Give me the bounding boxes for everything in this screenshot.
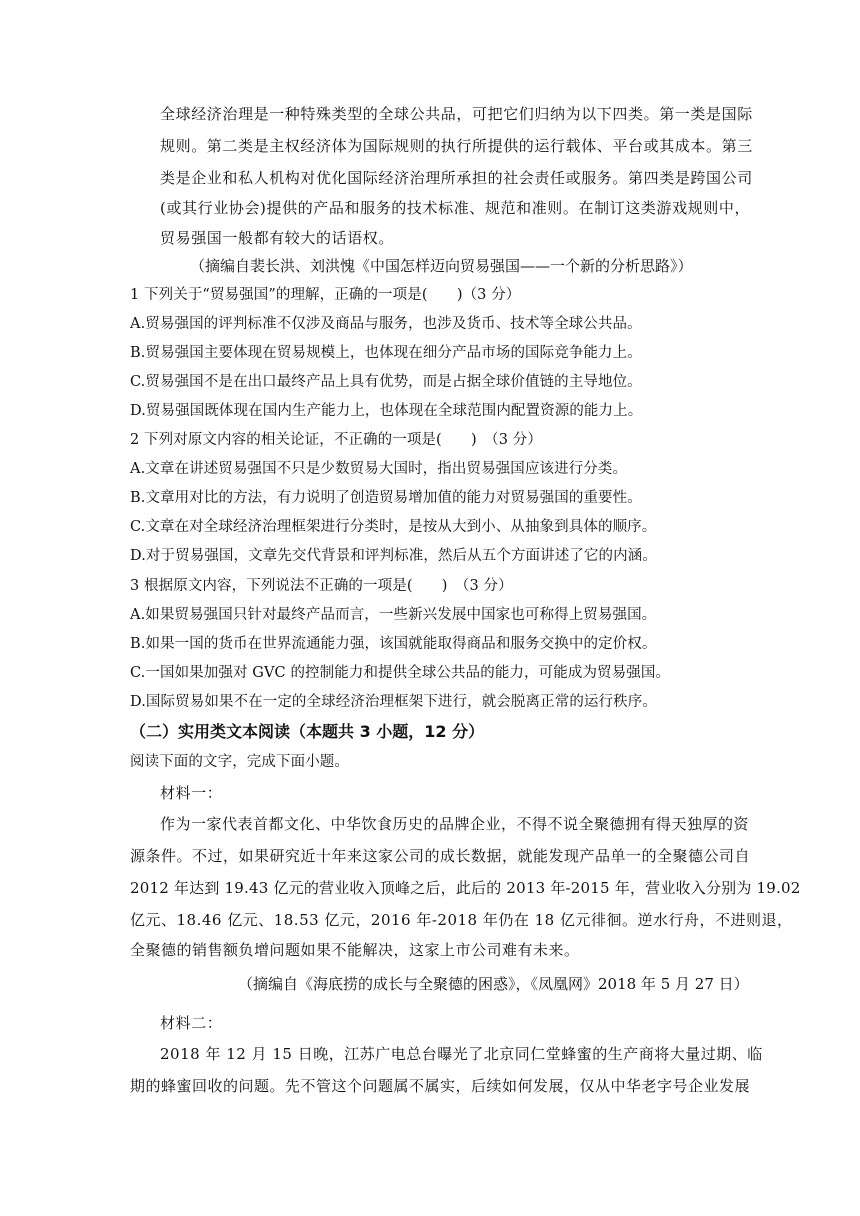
question-stem: 1 下列关于“贸易强国”的理解，正确的一项是( )（3 分） <box>130 287 521 303</box>
section-instruction: 阅读下面的文字，完成下面小题。 <box>130 754 349 770</box>
material-line: 源条件。不过，如果研究近十年来这家公司的成长数据，就能发现产品单一的全聚德公司自 <box>130 847 751 865</box>
material-label: 材料二： <box>160 1014 223 1032</box>
material-line: 作为一家代表首都文化、中华饮食历史的品牌企业，不得不说全聚德拥有得天独厚的资 <box>160 815 750 833</box>
question-option: A.如果贸易强国只针对最终产品而言，一些新兴发展中国家也可称得上贸易强国。 <box>130 607 657 623</box>
material-line: 2012 年达到 19.43 亿元的营业收入顶峰之后，此后的 2013 年-2015 年，营业收入分别为 19.02 <box>130 879 801 897</box>
passage-source: （摘编自裴长洪、刘洪愧《中国怎样迈向贸易强国——一个新的分析思路》） <box>190 257 693 275</box>
material-line: 亿元、18.46 亿元、18.53 亿元，2016 年-2018 年仍在 18 亿元徘徊。逆水行舟，不进则退， <box>130 911 793 929</box>
passage-line: 全球经济治理是一种特殊类型的全球公共品，可把它们归纳为以下四类。第一类是国际 <box>160 105 753 123</box>
question-stem: 2 下列对原文内容的相关论证，不正确的一项是( ) （3 分） <box>130 432 542 448</box>
question-option: B.贸易强国主要体现在贸易规模上，也体现在细分产品市场的国际竞争能力上。 <box>130 345 642 361</box>
question-option: C.文章在对全球经济治理框架进行分类时，是按从大到小、从抽象到具体的顺序。 <box>130 519 657 535</box>
question-option: D.对于贸易强国，文章先交代背景和评判标准，然后从五个方面讲述了它的内涵。 <box>130 548 657 564</box>
question-option: C.一国如果加强对 GVC 的控制能力和提供全球公共品的能力，可能成为贸易强国。 <box>130 665 671 681</box>
passage-line: 规则。第二类是主权经济体为国际规则的执行所提供的运行载体、平台或其成本。第三 <box>160 137 753 155</box>
question-option: B.文章用对比的方法，有力说明了创造贸易增加值的能力对贸易强国的重要性。 <box>130 490 642 506</box>
question-option: D.国际贸易如果不在一定的全球经济治理框架下进行，就会脱离正常的运行秩序。 <box>130 694 657 710</box>
question-option: D.贸易强国既体现在国内生产能力上，也体现在全球范围内配置资源的能力上。 <box>130 403 643 419</box>
material-line: 2018 年 12 月 15 日晚，江苏广电总台曝光了北京同仁堂蜂蜜的生产商将大量过期、临 <box>160 1045 763 1063</box>
question-option: C.贸易强国不是在出口最终产品上具有优势，而是占据全球价值链的主导地位。 <box>130 374 642 390</box>
question-option: A.文章在讲述贸易强国不只是少数贸易大国时，指出贸易强国应该进行分类。 <box>130 461 628 477</box>
passage-line: 贸易强国一般都有较大的话语权。 <box>160 229 395 247</box>
material-label: 材料一： <box>160 784 223 802</box>
material-line: 期的蜂蜜回收的问题。先不管这个问题属不属实，后续如何发展，仅从中华老字号企业发展 <box>130 1077 751 1095</box>
section-heading: （二）实用类文本阅读（本题共 3 小题，12 分） <box>130 722 485 741</box>
passage-line: (或其行业协会)提供的产品和服务的技术标准、规范和准则。在制订这类游戏规则中， <box>160 199 751 217</box>
passage-line: 类是企业和私人机构对优化国际经济治理所承担的社会责任或服务。第四类是跨国公司 <box>160 169 753 187</box>
question-option: B.如果一国的货币在世界流通能力强，该国就能取得商品和服务交换中的定价权。 <box>130 636 657 652</box>
material-source: （摘编自《海底捞的成长与全聚德的困惑》，《凤凰网》2018 年 5 月 27 日） <box>238 975 749 993</box>
question-stem: 3 根据原文内容，下列说法不正确的一项是( ) （3 分） <box>130 578 513 594</box>
material-line: 全聚德的销售额负增问题如果不能解决，这家上市公司难有未来。 <box>130 941 580 959</box>
question-option: A.贸易强国的评判标准不仅涉及商品与服务，也涉及货币、技术等全球公共品。 <box>130 316 642 332</box>
